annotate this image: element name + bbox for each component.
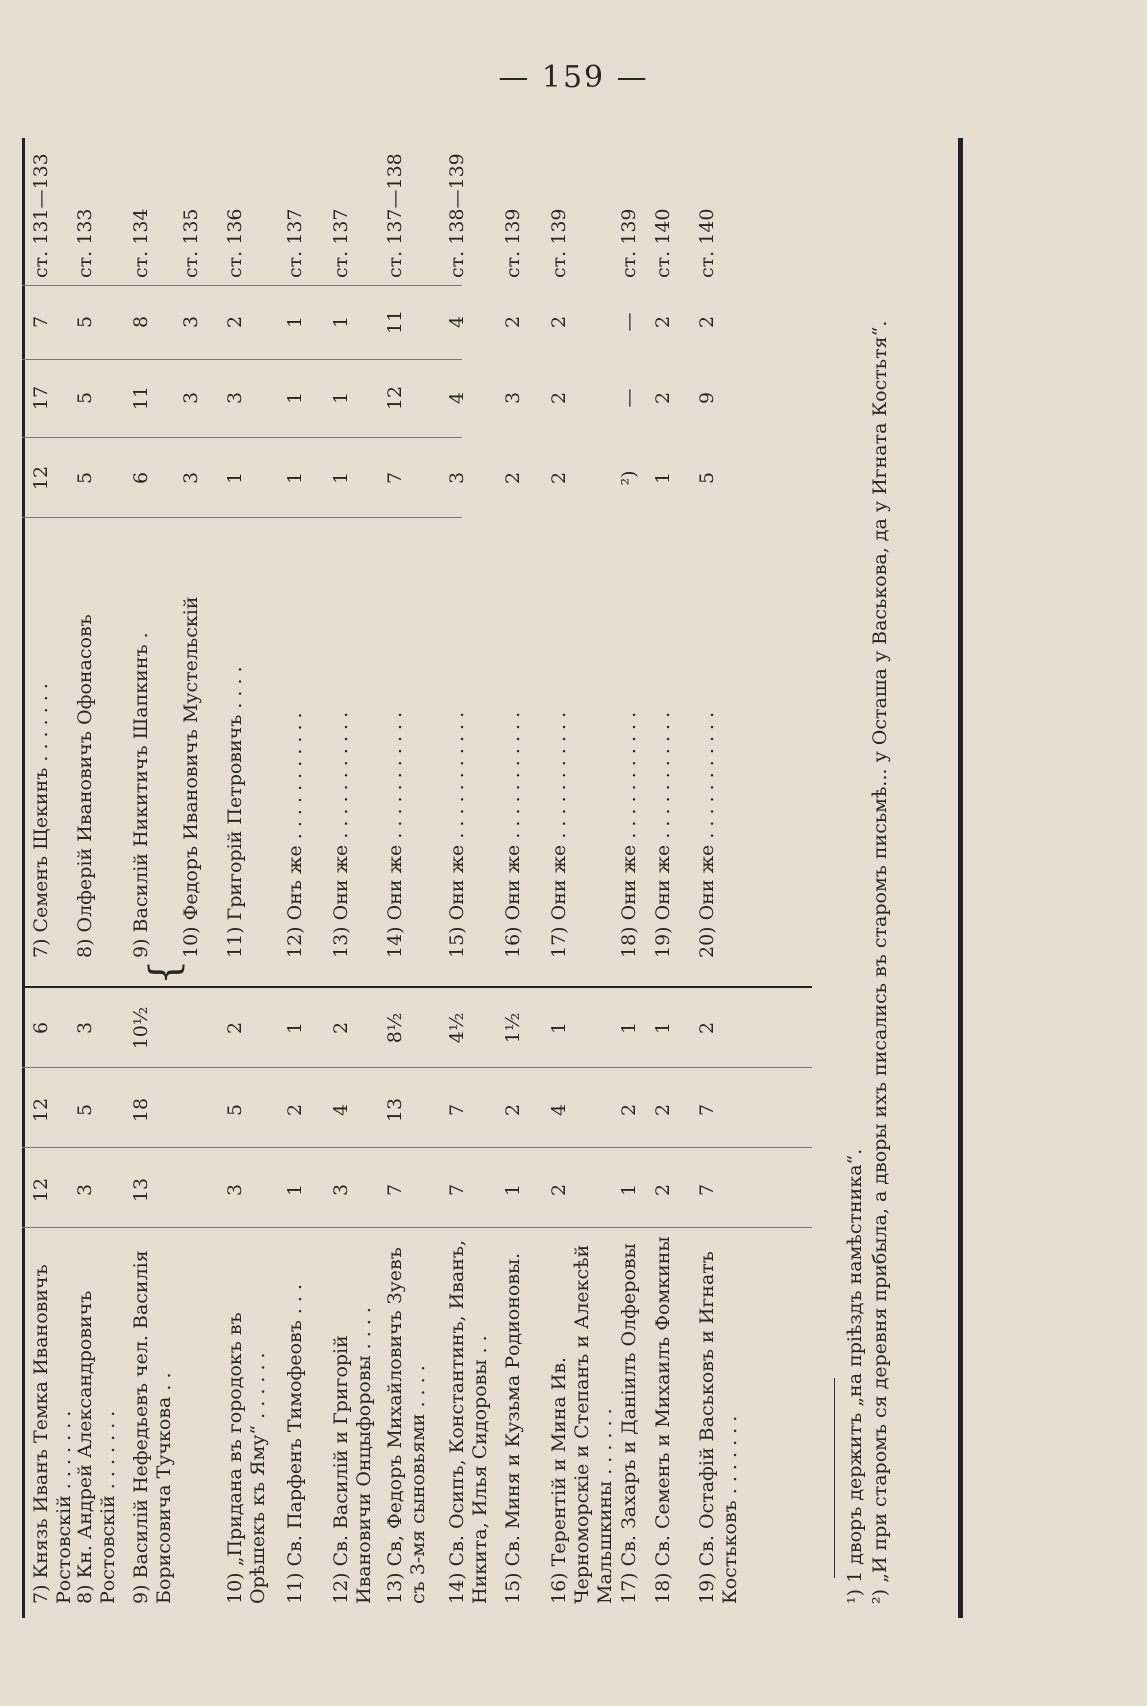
cell-ref: ст. 139 — [502, 208, 524, 278]
cell-c5: 1 — [330, 391, 352, 405]
cell-ref: ст. 134 — [130, 208, 152, 278]
column-divider — [22, 1227, 812, 1228]
cell-c4: 2 — [502, 471, 524, 485]
cell-ref: ст. 140 — [652, 208, 674, 278]
cell-c4: 3 — [446, 471, 468, 485]
cell-ref: ст. 133 — [74, 208, 96, 278]
footnote-1: ¹) 1 дворъ держитъ „на пріѣздъ намѣстника“. — [844, 1148, 866, 1604]
cell-name2: 15) Они же . . . . . . . . . . . — [446, 711, 468, 958]
cell-c2: 18 — [130, 1097, 152, 1123]
cell-c5: 17 — [30, 385, 52, 411]
cell-c5: 12 — [384, 385, 406, 411]
cell-c3: 2 — [330, 1021, 352, 1035]
cell-c6: 11 — [384, 309, 406, 335]
column-divider — [22, 437, 462, 438]
cell-c2: 5 — [74, 1103, 96, 1117]
footnotes — [844, 154, 894, 1604]
cell-c6: 1 — [284, 315, 306, 329]
column-divider — [22, 1147, 812, 1148]
cell-c2: 5 — [224, 1103, 246, 1117]
cell-c4: 1 — [224, 471, 246, 485]
cell-c1: 3 — [330, 1183, 352, 1197]
cell-c6: 2 — [652, 315, 674, 329]
cell-name: 12) Св. Василій и Григорій Ивановичи Онцыфоровы . . . . — [330, 1307, 375, 1604]
rotated-table — [0, 138, 992, 1618]
cell-c1: 7 — [446, 1183, 468, 1197]
cell-c3: 1½ — [502, 1012, 524, 1044]
cell-c1: 3 — [224, 1183, 246, 1197]
cell-c6: 5 — [74, 315, 96, 329]
cell-ref: ст. 135 — [180, 208, 202, 278]
cell-c1: 12 — [30, 1177, 52, 1203]
cell-ref: ст. 131—133 — [30, 153, 52, 278]
cell-c4: 12 — [30, 465, 52, 491]
top-rule — [22, 138, 25, 1618]
cell-c1: 13 — [130, 1177, 152, 1203]
cell-c6: 3 — [180, 315, 202, 329]
cell-c3: 1 — [618, 1021, 640, 1035]
cell-c2: 7 — [696, 1103, 718, 1117]
cell-c4: 3 — [180, 471, 202, 485]
cell-c1: 1 — [284, 1183, 306, 1197]
cell-c1: 2 — [548, 1183, 570, 1197]
cell-ref: ст. 138—139 — [446, 153, 468, 278]
cell-c1: 1 — [502, 1183, 524, 1197]
cell-c1: 2 — [652, 1183, 674, 1197]
cell-c3: 3 — [74, 1021, 96, 1035]
cell-c5: 2 — [548, 391, 570, 405]
cell-c6: 7 — [30, 315, 52, 329]
cell-c2: 7 — [446, 1103, 468, 1117]
cell-name2: 9) Василій Никитичъ Шапкинъ . — [130, 632, 152, 958]
cell-ref: ст. 137—138 — [384, 153, 406, 278]
cell-c5: 4 — [446, 391, 468, 405]
cell-c5: 3 — [224, 391, 246, 405]
cell-c4: 7 — [384, 471, 406, 485]
cell-c2: 4 — [548, 1103, 570, 1117]
cell-name2: 14) Они же . . . . . . . . . . . — [384, 711, 406, 958]
cell-name2: 13) Они же . . . . . . . . . . . — [330, 711, 352, 958]
cell-c1: 7 — [384, 1183, 406, 1197]
cell-c4: ²) — [618, 470, 640, 486]
cell-name2: 11) Григорій Петровичъ . . . . — [224, 666, 246, 958]
cell-name2: 16) Они же . . . . . . . . . . . — [502, 711, 524, 958]
cell-name: 18) Св. Семенъ и Михаилъ Фомкины — [652, 1236, 674, 1604]
cell-c4: 1 — [330, 471, 352, 485]
cell-ref: ст. 139 — [548, 208, 570, 278]
cell-name2: 8) Олферій Ивановичъ Офонасовъ — [74, 614, 96, 958]
cell-c6: 8 — [130, 315, 152, 329]
cell-c6: 2 — [696, 315, 718, 329]
cell-c6: 2 — [548, 315, 570, 329]
cell-c5: 5 — [74, 391, 96, 405]
footnote-2: ²) „И при старомъ ся деревня прибыла, а дворы ихъ писались въ старомъ письмѣ... у Осташа у Васькова, да у Игната Костьтя“. — [869, 320, 891, 1604]
cell-c3: 2 — [696, 1021, 718, 1035]
cell-c4: 2 — [548, 471, 570, 485]
cell-name2: 17) Они же . . . . . . . . . . . — [548, 711, 570, 958]
column-divider-thick — [22, 986, 812, 988]
cell-c6: — — [618, 312, 640, 332]
cell-c2: 2 — [618, 1103, 640, 1117]
page-number: — 159 — — [498, 60, 649, 95]
cell-c2: 4 — [330, 1103, 352, 1117]
cell-ref: ст. 137 — [284, 208, 306, 278]
cell-c3: 6 — [30, 1021, 52, 1035]
cell-c2: 2 — [652, 1103, 674, 1117]
cell-c3: 1 — [284, 1021, 306, 1035]
cell-c2: 2 — [502, 1103, 524, 1117]
cell-name: 17) Св. Захаръ и Даніилъ Олферовы — [618, 1243, 640, 1604]
cell-c4: 5 — [74, 471, 96, 485]
cell-c3: 2 — [224, 1021, 246, 1035]
cell-c5: 3 — [502, 391, 524, 405]
cell-c3: 1 — [652, 1021, 674, 1035]
cell-c1: 3 — [74, 1183, 96, 1197]
cell-c6: 4 — [446, 315, 468, 329]
cell-c4: 1 — [652, 471, 674, 485]
grouping-brace: { — [142, 959, 188, 985]
cell-c4: 6 — [130, 471, 152, 485]
cell-ref: ст. 137 — [330, 208, 352, 278]
footnote-rule — [834, 1378, 835, 1578]
cell-name2: 20) Они же . . . . . . . . . . . — [696, 711, 718, 958]
cell-c3: 4½ — [446, 1012, 468, 1044]
cell-ref: ст. 136 — [224, 208, 246, 278]
bottom-rule — [958, 138, 963, 1618]
cell-name: 7) Князь Иванъ Темка Ивановичъ Ростовскій . . . . . . . — [30, 1264, 75, 1604]
cell-name: 19) Св. Остафій Васьковъ и Игнатъ Костьковъ . . . . . . . — [696, 1251, 741, 1604]
column-divider — [22, 1067, 812, 1068]
cell-name2: 19) Они же . . . . . . . . . . . — [652, 711, 674, 958]
column-divider — [22, 285, 462, 286]
cell-c1: 1 — [618, 1183, 640, 1197]
cell-name: 13) Св, Федоръ Михайловичъ Зуевъ съ 3-мя сыновьями . . . . — [384, 1247, 429, 1604]
cell-c5: 3 — [180, 391, 202, 405]
cell-ref: ст. 140 — [696, 208, 718, 278]
cell-name: 11) Св. Парфенъ Тимофеовъ . . . — [284, 1283, 306, 1604]
cell-name: 8) Кн. Андрей Александровичъ Ростовскій . . . . . . . — [74, 1290, 119, 1604]
cell-c5: — — [618, 388, 640, 408]
cell-c5: 9 — [696, 391, 718, 405]
cell-c6: 2 — [502, 315, 524, 329]
cell-c4: 1 — [284, 471, 306, 485]
cell-name2: 12) Онъ же . . . . . . . . . . . — [284, 712, 306, 958]
cell-c5: 2 — [652, 391, 674, 405]
cell-name2: 18) Они же . . . . . . . . . . . — [618, 711, 640, 958]
cell-name: 9) Василій Нефедьевъ чел. Василія Борисовича Тучкова . . — [130, 1250, 175, 1604]
cell-name: 14) Св. Осипъ, Константинъ, Иванъ, Никита, Илья Сидоровы . . — [446, 1240, 491, 1604]
cell-name: 15) Св. Миня и Кузьма Родионовы. — [502, 1252, 524, 1604]
cell-c6: 1 — [330, 315, 352, 329]
cell-c3: 10½ — [130, 1006, 152, 1050]
cell-c6: 2 — [224, 315, 246, 329]
cell-name2: 10) Федоръ Ивановичъ Мустельскій — [180, 596, 202, 958]
cell-c2: 12 — [30, 1097, 52, 1123]
column-divider — [22, 359, 462, 360]
cell-c1: 7 — [696, 1183, 718, 1197]
cell-name2: 7) Семенъ Щекинъ . . . . . . . — [30, 683, 52, 958]
cell-c3: 1 — [548, 1021, 570, 1035]
cell-c2: 2 — [284, 1103, 306, 1117]
cell-ref: ст. 139 — [618, 208, 640, 278]
cell-name: 16) Терентій и Мина Ив. Черноморскіе и Степанъ и Алексѣй Мальшкины . . . . . . — [548, 1244, 616, 1604]
cell-c2: 13 — [384, 1097, 406, 1123]
cell-c3: 8½ — [384, 1012, 406, 1044]
cell-c5: 11 — [130, 385, 152, 411]
cell-c5: 1 — [284, 391, 306, 405]
cell-name: 10) „Придана въ городокъ въ Орѣшекъ къ Яму“ . . . . . . — [224, 1312, 269, 1604]
cell-c4: 5 — [696, 471, 718, 485]
